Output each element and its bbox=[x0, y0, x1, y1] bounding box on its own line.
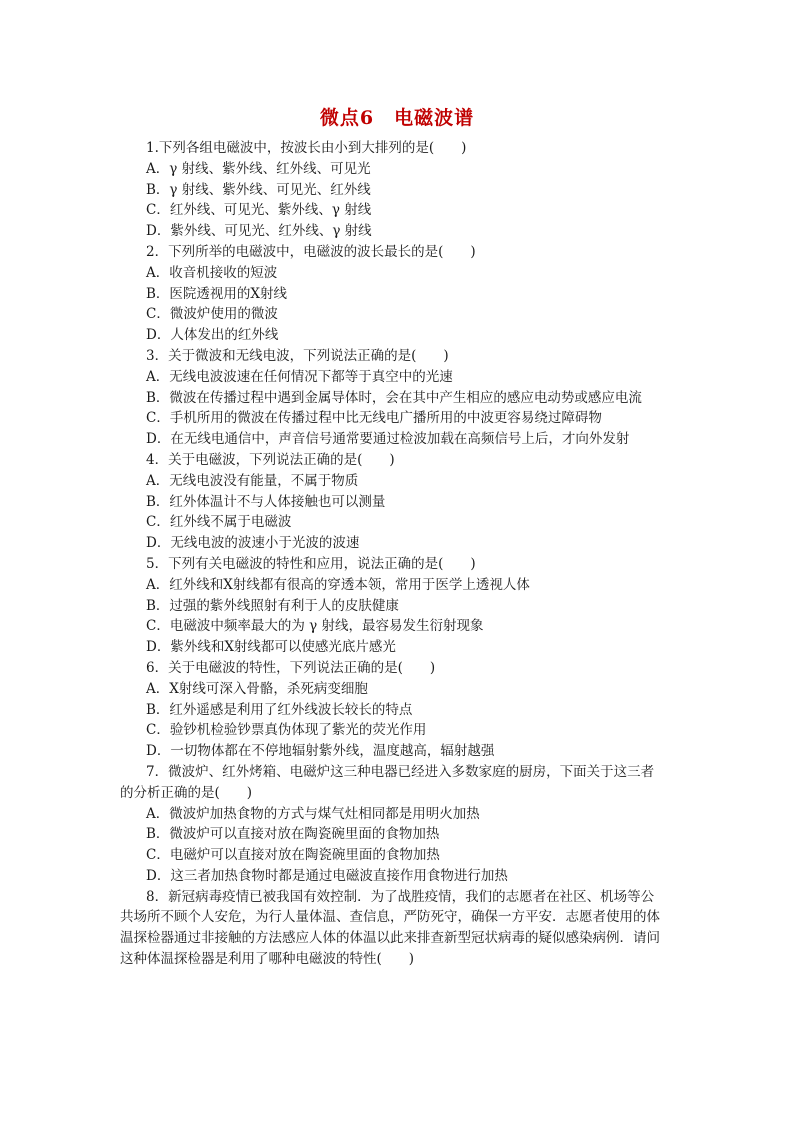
question-7 bbox=[120, 762, 676, 887]
question-1-option-d: D．紫外线、可见光、红外线、γ 射线 bbox=[146, 223, 372, 240]
question-4-stem: 4．关于电磁波，下列说法正确的是( ) bbox=[146, 451, 395, 468]
question-3-option-d: D．在无线电通信中，声音信号通常要通过检波加载在高频信号上后，才向外发射 bbox=[146, 431, 630, 448]
question-7-option-c: C．电磁炉可以直接对放在陶瓷碗里面的食物加热 bbox=[146, 847, 440, 864]
question-4-option-a: A．无线电波没有能量，不属于物质 bbox=[146, 472, 359, 489]
question-2 bbox=[146, 242, 676, 346]
question-2-option-a: A．收音机接收的短波 bbox=[146, 264, 278, 281]
question-5-option-b: B．过强的紫外线照射有利于人的皮肤健康 bbox=[146, 597, 399, 614]
question-3-stem: 3．关于微波和无线电波，下列说法正确的是( ) bbox=[146, 347, 449, 364]
question-2-option-b: B．医院透视用的X射线 bbox=[146, 285, 288, 302]
question-1-option-b: B．γ 射线、紫外线、可见光、红外线 bbox=[146, 181, 371, 198]
question-2-option-c: C．微波炉使用的微波 bbox=[146, 306, 278, 323]
question-7-option-b: B．微波炉可以直接对放在陶瓷碗里面的食物加热 bbox=[146, 826, 440, 843]
question-6-option-b: B．红外遥感是利用了红外线波长较长的特点 bbox=[146, 701, 413, 718]
question-8-stem-line: 这种体温探检器是利用了哪种电磁波的特性( ) bbox=[120, 951, 415, 968]
question-4-option-b: B．红外体温计不与人体接触也可以测量 bbox=[146, 493, 386, 510]
question-8-stem-line: 共场所不顾个人安危，为行人量体温、查信息，严防死守，确保一方平安．志愿者使用的体 bbox=[120, 909, 660, 926]
question-list bbox=[120, 138, 676, 970]
question-5-option-d: D．紫外线和X射线都可以使感光底片感光 bbox=[146, 639, 396, 656]
question-6-option-d: D．一切物体都在不停地辐射紫外线，温度越高，辐射越强 bbox=[146, 743, 495, 760]
question-3-option-a: A．无线电波波速在任何情况下都等于真空中的光速 bbox=[146, 368, 453, 385]
question-6-option-c: C．验钞机检验钞票真伪体现了紫光的荧光作用 bbox=[146, 722, 427, 739]
question-7-option-a: A．微波炉加热食物的方式与煤气灶相同都是用明火加热 bbox=[146, 805, 480, 822]
question-5-option-c: C．电磁波中频率最大的为 γ 射线，最容易发生衍射现象 bbox=[146, 618, 484, 635]
question-3 bbox=[146, 346, 676, 450]
question-6-option-a: A．X射线可深入骨骼，杀死病变细胞 bbox=[146, 680, 368, 697]
question-4 bbox=[146, 450, 676, 554]
question-1-option-a: A．γ 射线、紫外线、红外线、可见光 bbox=[146, 160, 371, 177]
question-7-stem-line: 7．微波炉、红外烤箱、电磁炉这三种电器已经进入多数家庭的厨房，下面关于这三者 bbox=[146, 763, 655, 780]
question-4-option-c: C．红外线不属于电磁波 bbox=[146, 514, 292, 531]
question-1-stem: 1.下列各组电磁波中，按波长由小到大排列的是( ) bbox=[146, 140, 467, 156]
question-1-option-c: C．红外线、可见光、紫外线、γ 射线 bbox=[146, 202, 372, 219]
question-7-option-d: D．这三者加热食物时都是通过电磁波直接作用食物进行加热 bbox=[146, 867, 508, 884]
question-4-option-d: D．无线电波的波速小于光波的波速 bbox=[146, 535, 360, 552]
question-2-stem: 2．下列所举的电磁波中，电磁波的波长最长的是( ) bbox=[146, 243, 476, 260]
question-6-stem: 6．关于电磁波的特性，下列说法正确的是( ) bbox=[146, 659, 436, 676]
question-8-stem-line: 8．新冠病毒疫情已被我国有效控制．为了战胜疫情，我们的志愿者在社区、机场等公 bbox=[146, 888, 655, 905]
page-title: 微点6 电磁波谱 bbox=[319, 107, 475, 129]
question-1 bbox=[146, 138, 676, 242]
question-8-stem bbox=[120, 887, 676, 970]
question-6 bbox=[146, 658, 676, 762]
question-3-option-b: B．微波在传播过程中遇到金属导体时，会在其中产生相应的感应电动势或感应电流 bbox=[146, 389, 642, 406]
question-2-option-d: D．人体发出的红外线 bbox=[146, 327, 279, 344]
question-3-option-c: C．手机所用的微波在传播过程中比无线电广播所用的中波更容易绕过障碍物 bbox=[146, 410, 602, 427]
question-8-stem-line: 温探检器通过非接触的方法感应人体的体温以此来排查新型冠状病毒的疑似感染病例．请问 bbox=[120, 930, 660, 947]
question-5 bbox=[146, 554, 676, 658]
question-7-stem bbox=[120, 762, 676, 804]
question-5-option-a: A．红外线和X射线都有很高的穿透本领，常用于医学上透视人体 bbox=[146, 576, 530, 593]
question-8 bbox=[120, 887, 676, 970]
question-7-stem-line: 的分析正确的是( ) bbox=[120, 784, 253, 801]
question-5-stem: 5．下列有关电磁波的特性和应用，说法正确的是( ) bbox=[146, 555, 476, 572]
